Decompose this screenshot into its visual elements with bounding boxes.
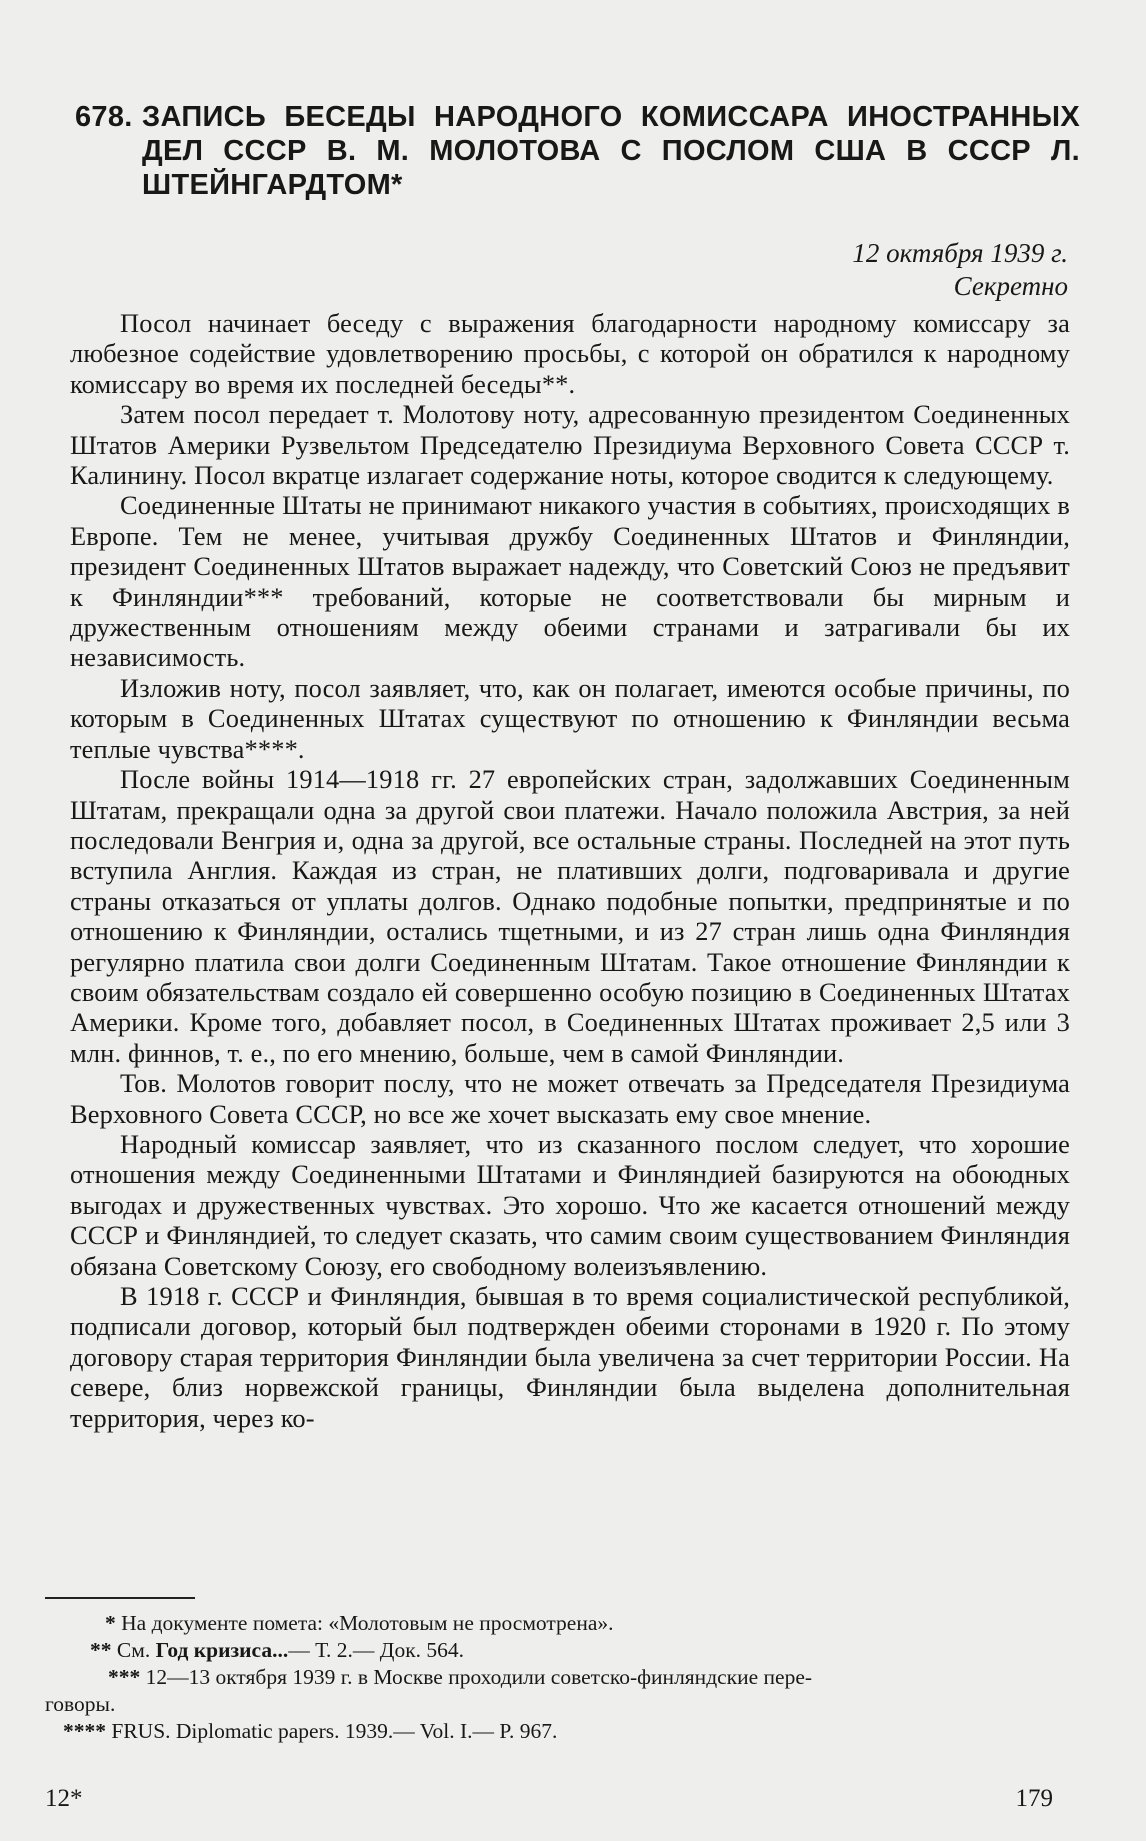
paragraph: Изложив ноту, посол заявляет, что, как он полагает, имеются особые причины, по которым в Соединенных Штатах существуют по отношению к Финляндии весьма теплые чувства****.: [70, 672, 1070, 764]
page-number: 179: [1015, 1785, 1053, 1812]
footnote-divider: [45, 1597, 195, 1599]
signature-mark: 12*: [45, 1785, 83, 1812]
footnote-text: — Т. 2.— Док. 564.: [288, 1638, 465, 1662]
paragraph: После войны 1914—1918 гг. 27 европейских стран, задолжавших Соединенным Штатам, прекращали одна за другой свои платежи. Начало положила Австрия, за ней последовали Венгрия и, одна за другой, все остальные страны. Последней на этот путь вступила Англия. Каждая из стран, не плативших долги, подговаривала и другие страны отказаться от уплаты долгов. Однако подобные попытки, предпринятые и по отношению к Финляндии, остались тщетными, и из 27 стран лишь одна Финляндия регулярно платила свои долги Соединенным Штатам. Такое отношение Финляндии к своим обязательствам создало ей совершенно особую позицию в Соединенных Штатах Америки. Кроме того, добавляет посол, в Соединенных Штатах проживает 2,5 или 3 млн. финнов, т. е., по его мнению, больше, чем в самой Финляндии.: [70, 764, 1070, 1068]
document-date: 12 октября 1939 г.: [852, 238, 1068, 268]
footnote-prefix: См.: [116, 1638, 151, 1662]
footnote-2: [45, 1637, 1075, 1664]
main-text: [70, 308, 1070, 1433]
footnotes: [45, 1610, 1075, 1745]
footnote-4: [45, 1718, 1075, 1745]
paragraph: Тов. Молотов говорит послу, что не может отвечать за Председателя Президиума Верховного Совета СССР, но все же хочет высказать ему свое мнение.: [70, 1068, 1070, 1129]
footnote-text: На документе помета: «Молотовым не просмотрена».: [121, 1611, 614, 1635]
footnote-reference: Год кризиса...: [155, 1638, 289, 1662]
paragraph: Посол начинает беседу с выражения благодарности народному комиссару за любезное содействие удовлетворению просьбы, с которой он обратился к народному комиссару во время их последней беседы**.: [70, 308, 1070, 399]
footnote-text: 12—13 октября 1939 г. в Москве проходили советско-финляндские пере-: [145, 1665, 813, 1689]
footnote-3: [45, 1664, 1075, 1718]
document-title: ЗАПИСЬ БЕСЕДЫ НАРОДНОГО КОМИССАРА ИНОСТРАННЫХ ДЕЛ СССР В. М. МОЛОТОВА С ПОСЛОМ США В СССР Л. ШТЕЙНГАРДТОМ*: [142, 101, 1080, 201]
footnote-mark: *: [105, 1611, 116, 1635]
classification-label: Секретно: [953, 271, 1068, 301]
footnote-mark: ***: [108, 1665, 141, 1689]
date-block: [852, 237, 1068, 303]
footnote-continuation: говоры.: [45, 1692, 116, 1716]
paragraph: Народный комиссар заявляет, что из сказанного послом следует, что хорошие отношения между Соединенными Штатами и Финляндией базируются на обоюдных выгодах и дружественных чувствах. Это хорошо. Что же касается отношений между СССР и Финляндией, то следует сказать, что самим своим существованием Финляндия обязана Советскому Союзу, его свободному волеизъявлению.: [70, 1128, 1070, 1281]
footnote-mark: **: [90, 1638, 112, 1662]
paragraph: Соединенные Штаты не принимают никакого участия в событиях, происходящих в Европе. Тем не менее, учитывая дружбу Соединенных Штатов и Финляндии, президент Соединенных Штатов выражает надежду, что Советский Союз не предъявит к Финляндии*** требований, которые не соответствовали бы мирным и дружественным отношениям между обеими странами и затрагивали бы их независимость.: [70, 490, 1070, 673]
footnote-mark: ****: [63, 1719, 106, 1743]
document-number: 678.: [75, 101, 133, 133]
paragraph: В 1918 г. СССР и Финляндия, бывшая в то время социалистической республикой, подписали договор, который был подтвержден обеими сторонами в 1920 г. По этому договору старая территория Финляндии была увеличена за счет территории России. На севере, близ норвежской границы, Финляндии была выделена дополнительная территория, через ко-: [70, 1281, 1070, 1433]
footnote-text: FRUS. Diplomatic papers. 1939.— Vol. I.— P. 967.: [111, 1719, 558, 1743]
document-header: [75, 100, 1080, 202]
paragraph: Затем посол передает т. Молотову ноту, адресованную президентом Соединенных Штатов Америки Рузвельтом Председателю Президиума Верховного Совета СССР т. Калинину. Посол вкратце излагает содержание ноты, которое сводится к следующему.: [70, 399, 1070, 491]
footnote-1: [45, 1610, 1075, 1637]
